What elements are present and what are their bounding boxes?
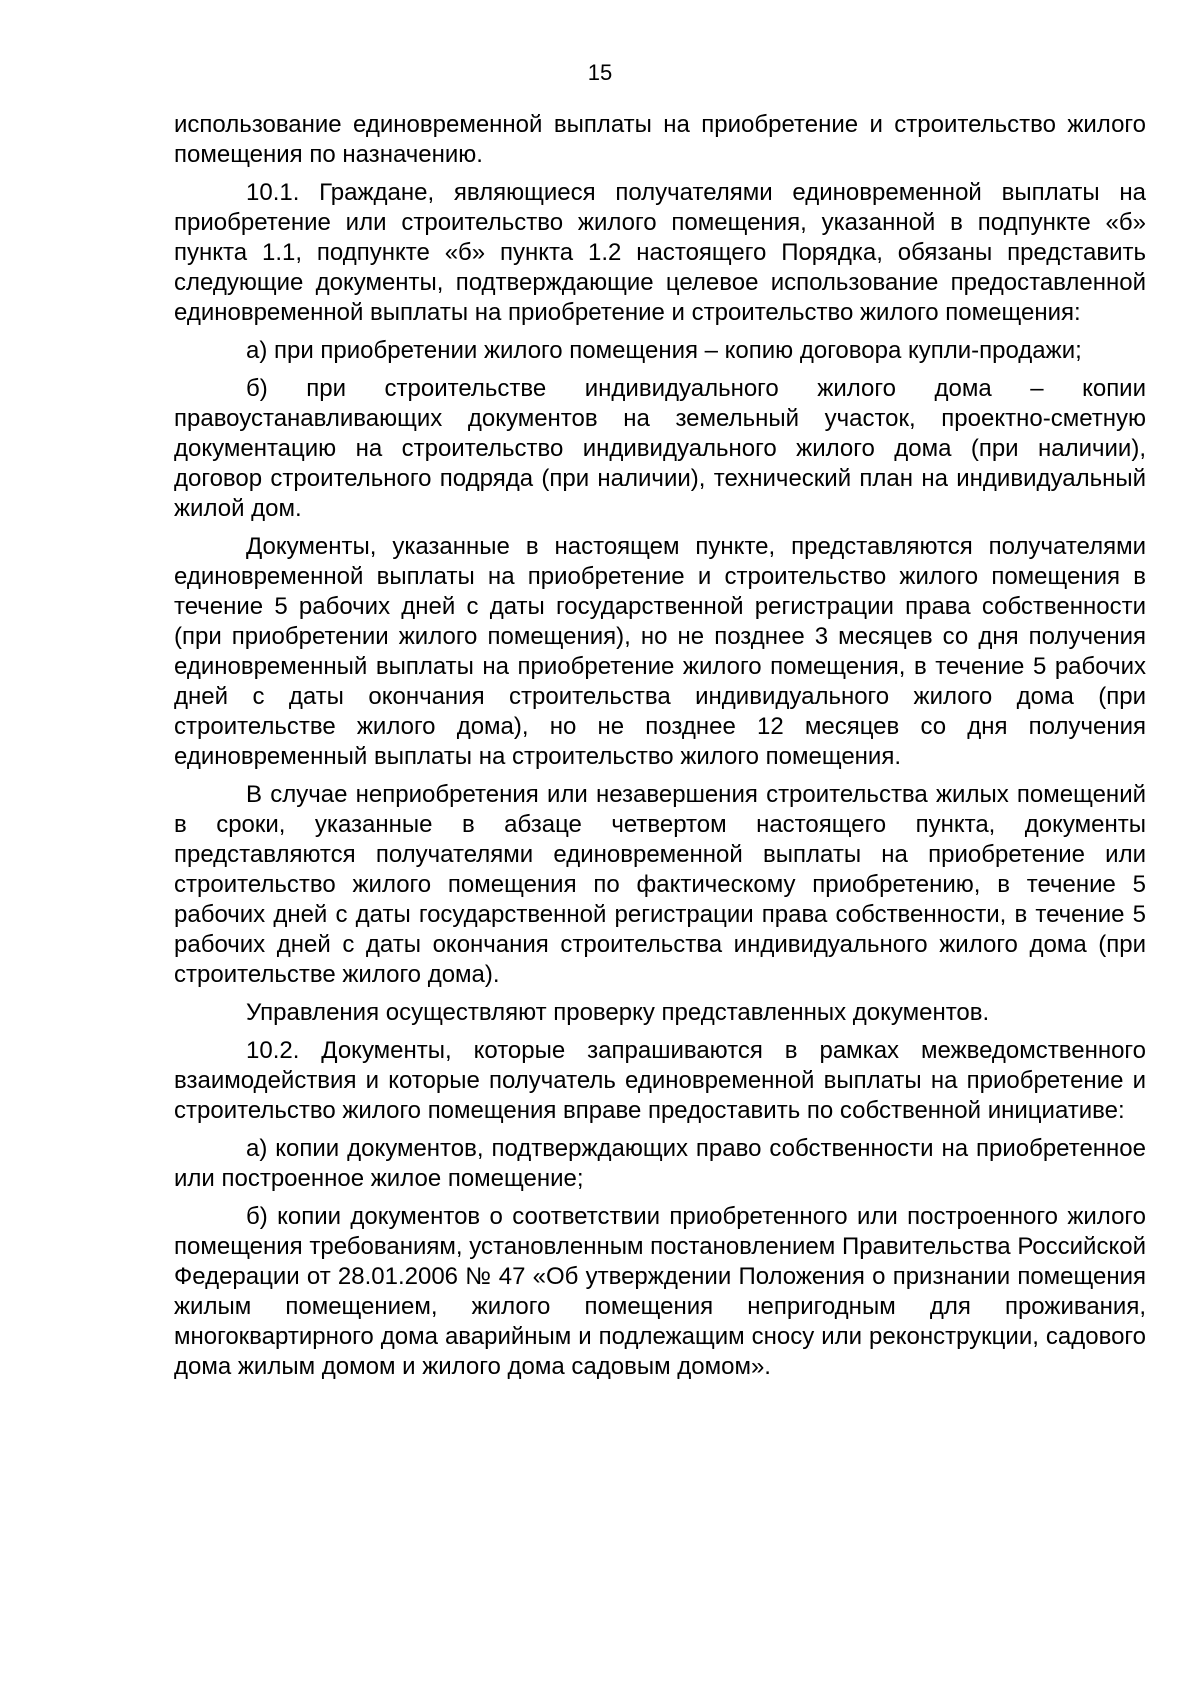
paragraph-non-acquisition: В случае неприобретения или незавершения строительства жилых помещений в сроки, указанные в абзаце четвертом настоящего пункта, документы представляются получателями единовременной выплаты на приобретение или строительство жилого помещения по фактическому приобретению, в течение 5 рабочих дней с даты государственной регистрации права собственности, в течение 5 рабочих дней с даты окончания строительства индивидуального жилого дома (при строительстве жилого дома). [174, 781, 1146, 988]
paragraph-continuation: использование единовременной выплаты на приобретение и строительство жилого помещения по назначению. [174, 111, 1146, 168]
paragraph-10-2-a: а) копии документов, подтверждающих право собственности на приобретенное или построенное жилое помещение; [174, 1135, 1146, 1192]
paragraph-10-2: 10.2. Документы, которые запрашиваются в рамках межведомственного взаимодействия и которые получатель единовременной выплаты на приобретение и строительство жилого помещения вправе предоставить по собственной инициативе: [174, 1037, 1146, 1124]
paragraph-documents-deadlines: Документы, указанные в настоящем пункте, представляются получателями единовременной выплаты на приобретение и строительство жилого помещения в течение 5 рабочих дней с даты государственной регистрации права собственности (при приобретении жилого помещения), но не позднее 3 месяцев со дня получения единовременный выплаты на приобретение жилого помещения, в течение 5 рабочих дней с даты окончания строительства индивидуального жилого дома (при строительстве жилого дома), но не позднее 12 месяцев со дня получения единовременный выплаты на строительство жилого помещения. [174, 533, 1146, 770]
paragraph-verification: Управления осуществляют проверку представленных документов. [246, 999, 990, 1026]
document-body [174, 110, 1146, 1390]
paragraph-10-2-b: б) копии документов о соответствии приобретенного или построенного жилого помещения требованиям, установленным постановлением Правительства Российской Федерации от 28.01.2006 № 47 «Об утверждении Положения о признании помещения жилым помещением, жилого помещения непригодным для проживания, многоквартирного дома аварийным и подлежащим сносу или реконструкции, садового дома жилым домом и жилого дома садовым домом». [174, 1203, 1146, 1380]
page-number: 15 [587, 60, 613, 85]
paragraph-10-1: 10.1. Граждане, являющиеся получателями единовременной выплаты на приобретение или строительство жилого помещения, указанной в подпункте «б» пункта 1.1, подпункте «б» пункта 1.2 настоящего Порядка, обязаны представить следующие документы, подтверждающие целевое использование предоставленной единовременной выплаты на приобретение и строительство жилого помещения: [174, 179, 1146, 326]
paragraph-10-1-b: б) при строительстве индивидуального жилого дома – копии правоустанавливающих документов на земельный участок, проектно-сметную документацию на строительство индивидуального жилого дома (при наличии), договор строительного подряда (при наличии), технический план на индивидуальный жилой дом. [174, 375, 1146, 522]
paragraph-10-1-a: а) при приобретении жилого помещения – копию договора купли-продажи; [246, 337, 1082, 364]
